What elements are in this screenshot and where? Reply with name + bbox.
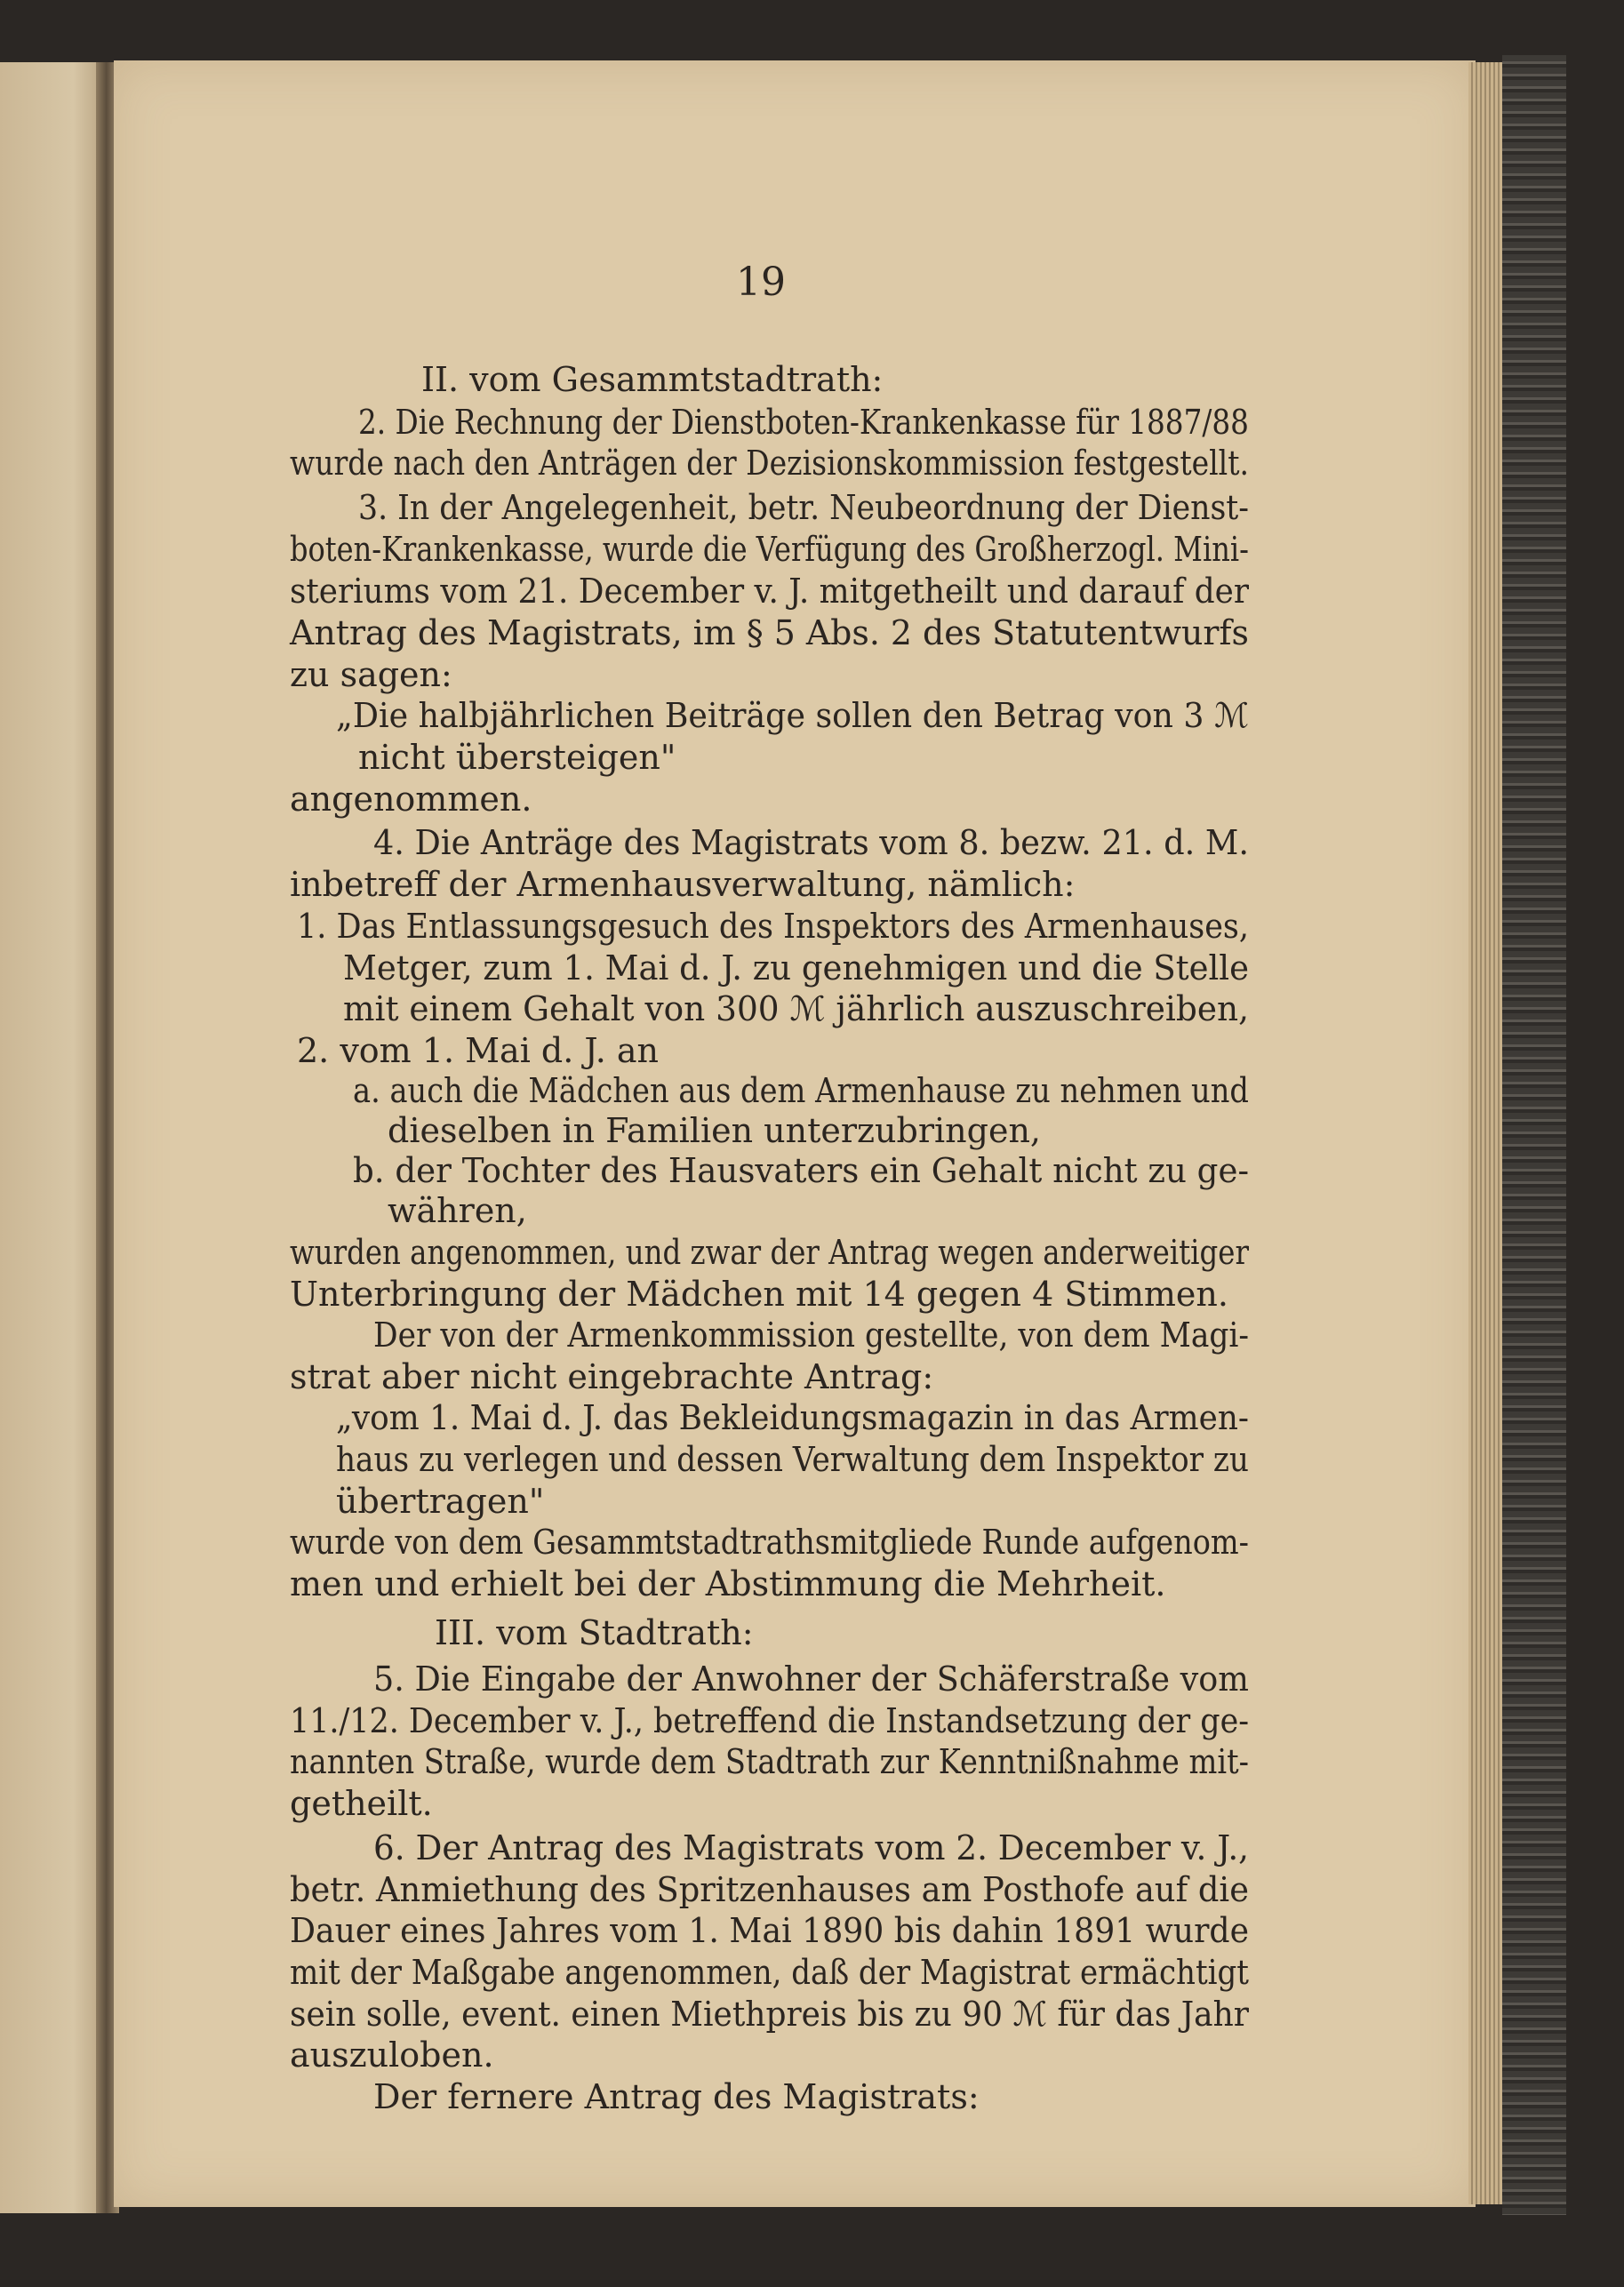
text-line: nannten Straße, wurde dem Stadtrath zur Kenntnißnahme mit- [290,1742,1249,1781]
text-line: sein solle, event. einen Miethpreis bis zu 90 ℳ für das Jahr [290,1995,1249,2034]
text-line: Dauer eines Jahres vom 1. Mai 1890 bis dahin 1891 wurde [290,1911,1250,1950]
text-line: Unterbringung der Mädchen mit 14 gegen 4 Stimmen. [290,1275,1228,1314]
text-line: zu sagen: [290,655,452,694]
text-line: währen, [388,1191,527,1230]
text-line: men und erhielt bei der Abstimmung die Mehrheit. [290,1564,1166,1603]
text-line: Der fernere Antrag des Magistrats: [373,2077,980,2116]
left-page-edge [0,62,105,2213]
text-line: Der von der Armenkommission gestellte, von dem Magi- [373,1315,1250,1355]
text-line: dieselben in Familien unterzubringen, [388,1111,1042,1150]
text-line: nicht übersteigen" [358,738,676,777]
text-line: „Die halbjährlichen Beiträge sollen den Betrag von 3 ℳ [336,696,1249,735]
text-line: steriums vom 21. December v. J. mitgetheilt und darauf der [290,572,1249,611]
text-line: inbetreff der Armenhausverwaltung, nämlich: [290,865,1076,904]
text-line: haus zu verlegen und dessen Verwaltung dem Inspektor zu [336,1440,1249,1479]
text-line: a. auch die Mädchen aus dem Armenhause zu nehmen und [353,1071,1249,1110]
text-line: 3. In der Angelegenheit, betr. Neubeordnung der Dienst- [358,488,1249,527]
text-line: 2. vom 1. Mai d. J. an [297,1031,659,1070]
text-line: 6. Der Antrag des Magistrats vom 2. December v. J., [373,1828,1250,1867]
page-number: 19 [736,260,786,305]
text-line: boten-Krankenkasse, wurde die Verfügung des Großherzogl. Mini- [290,530,1249,569]
text-line: b. der Tochter des Hausvaters ein Gehalt nicht zu ge- [353,1151,1250,1190]
text-line: strat aber nicht eingebrachte Antrag: [290,1357,934,1396]
text-line: 1. Das Entlassungsgesuch des Inspektors des Armenhauses, [297,907,1250,946]
text-line: wurde nach den Anträgen der Dezisionskommission festgestellt. [290,444,1249,483]
text-line: wurde von dem Gesammtstadtrathsmitgliede Runde aufgenom- [290,1523,1249,1562]
text-line: angenommen. [290,780,532,819]
text-line: wurden angenommen, und zwar der Antrag wegen anderweitiger [290,1233,1249,1272]
page-block-edge [1468,62,1504,2204]
book-cover-edge [1502,55,1566,2215]
text-line: mit einem Gehalt von 300 ℳ jährlich auszuschreiben, [343,989,1250,1028]
text-line: mit der Maßgabe angenommen, daß der Magistrat ermächtigt [290,1953,1249,1992]
text-line: Metger, zum 1. Mai d. J. zu genehmigen und die Stelle [343,948,1250,988]
text-line: auszuloben. [290,2035,494,2075]
text-line: übertragen" [336,1482,545,1521]
text-line: III. vom Stadtrath: [435,1613,754,1652]
text-line: betr. Anmiethung des Spritzenhauses am Posthofe auf die [290,1870,1249,1909]
text-line: 4. Die Anträge des Magistrats vom 8. bezw. 21. d. M. [373,823,1250,862]
text-line: getheilt. [290,1784,433,1823]
text-line: II. vom Gesammtstadtrath: [421,360,884,399]
text-line: 11./12. December v. J., betreffend die Instandsetzung der ge- [290,1701,1250,1740]
text-line: Antrag des Magistrats, im § 5 Abs. 2 des Statutentwurfs [290,613,1249,652]
text-line: 5. Die Eingabe der Anwohner der Schäferstraße vom [373,1659,1249,1699]
text-line: „vom 1. Mai d. J. das Bekleidungsmagazin in das Armen- [336,1398,1249,1437]
text-line: 2. Die Rechnung der Dienstboten-Krankenkasse für 1887/88 [358,403,1249,442]
